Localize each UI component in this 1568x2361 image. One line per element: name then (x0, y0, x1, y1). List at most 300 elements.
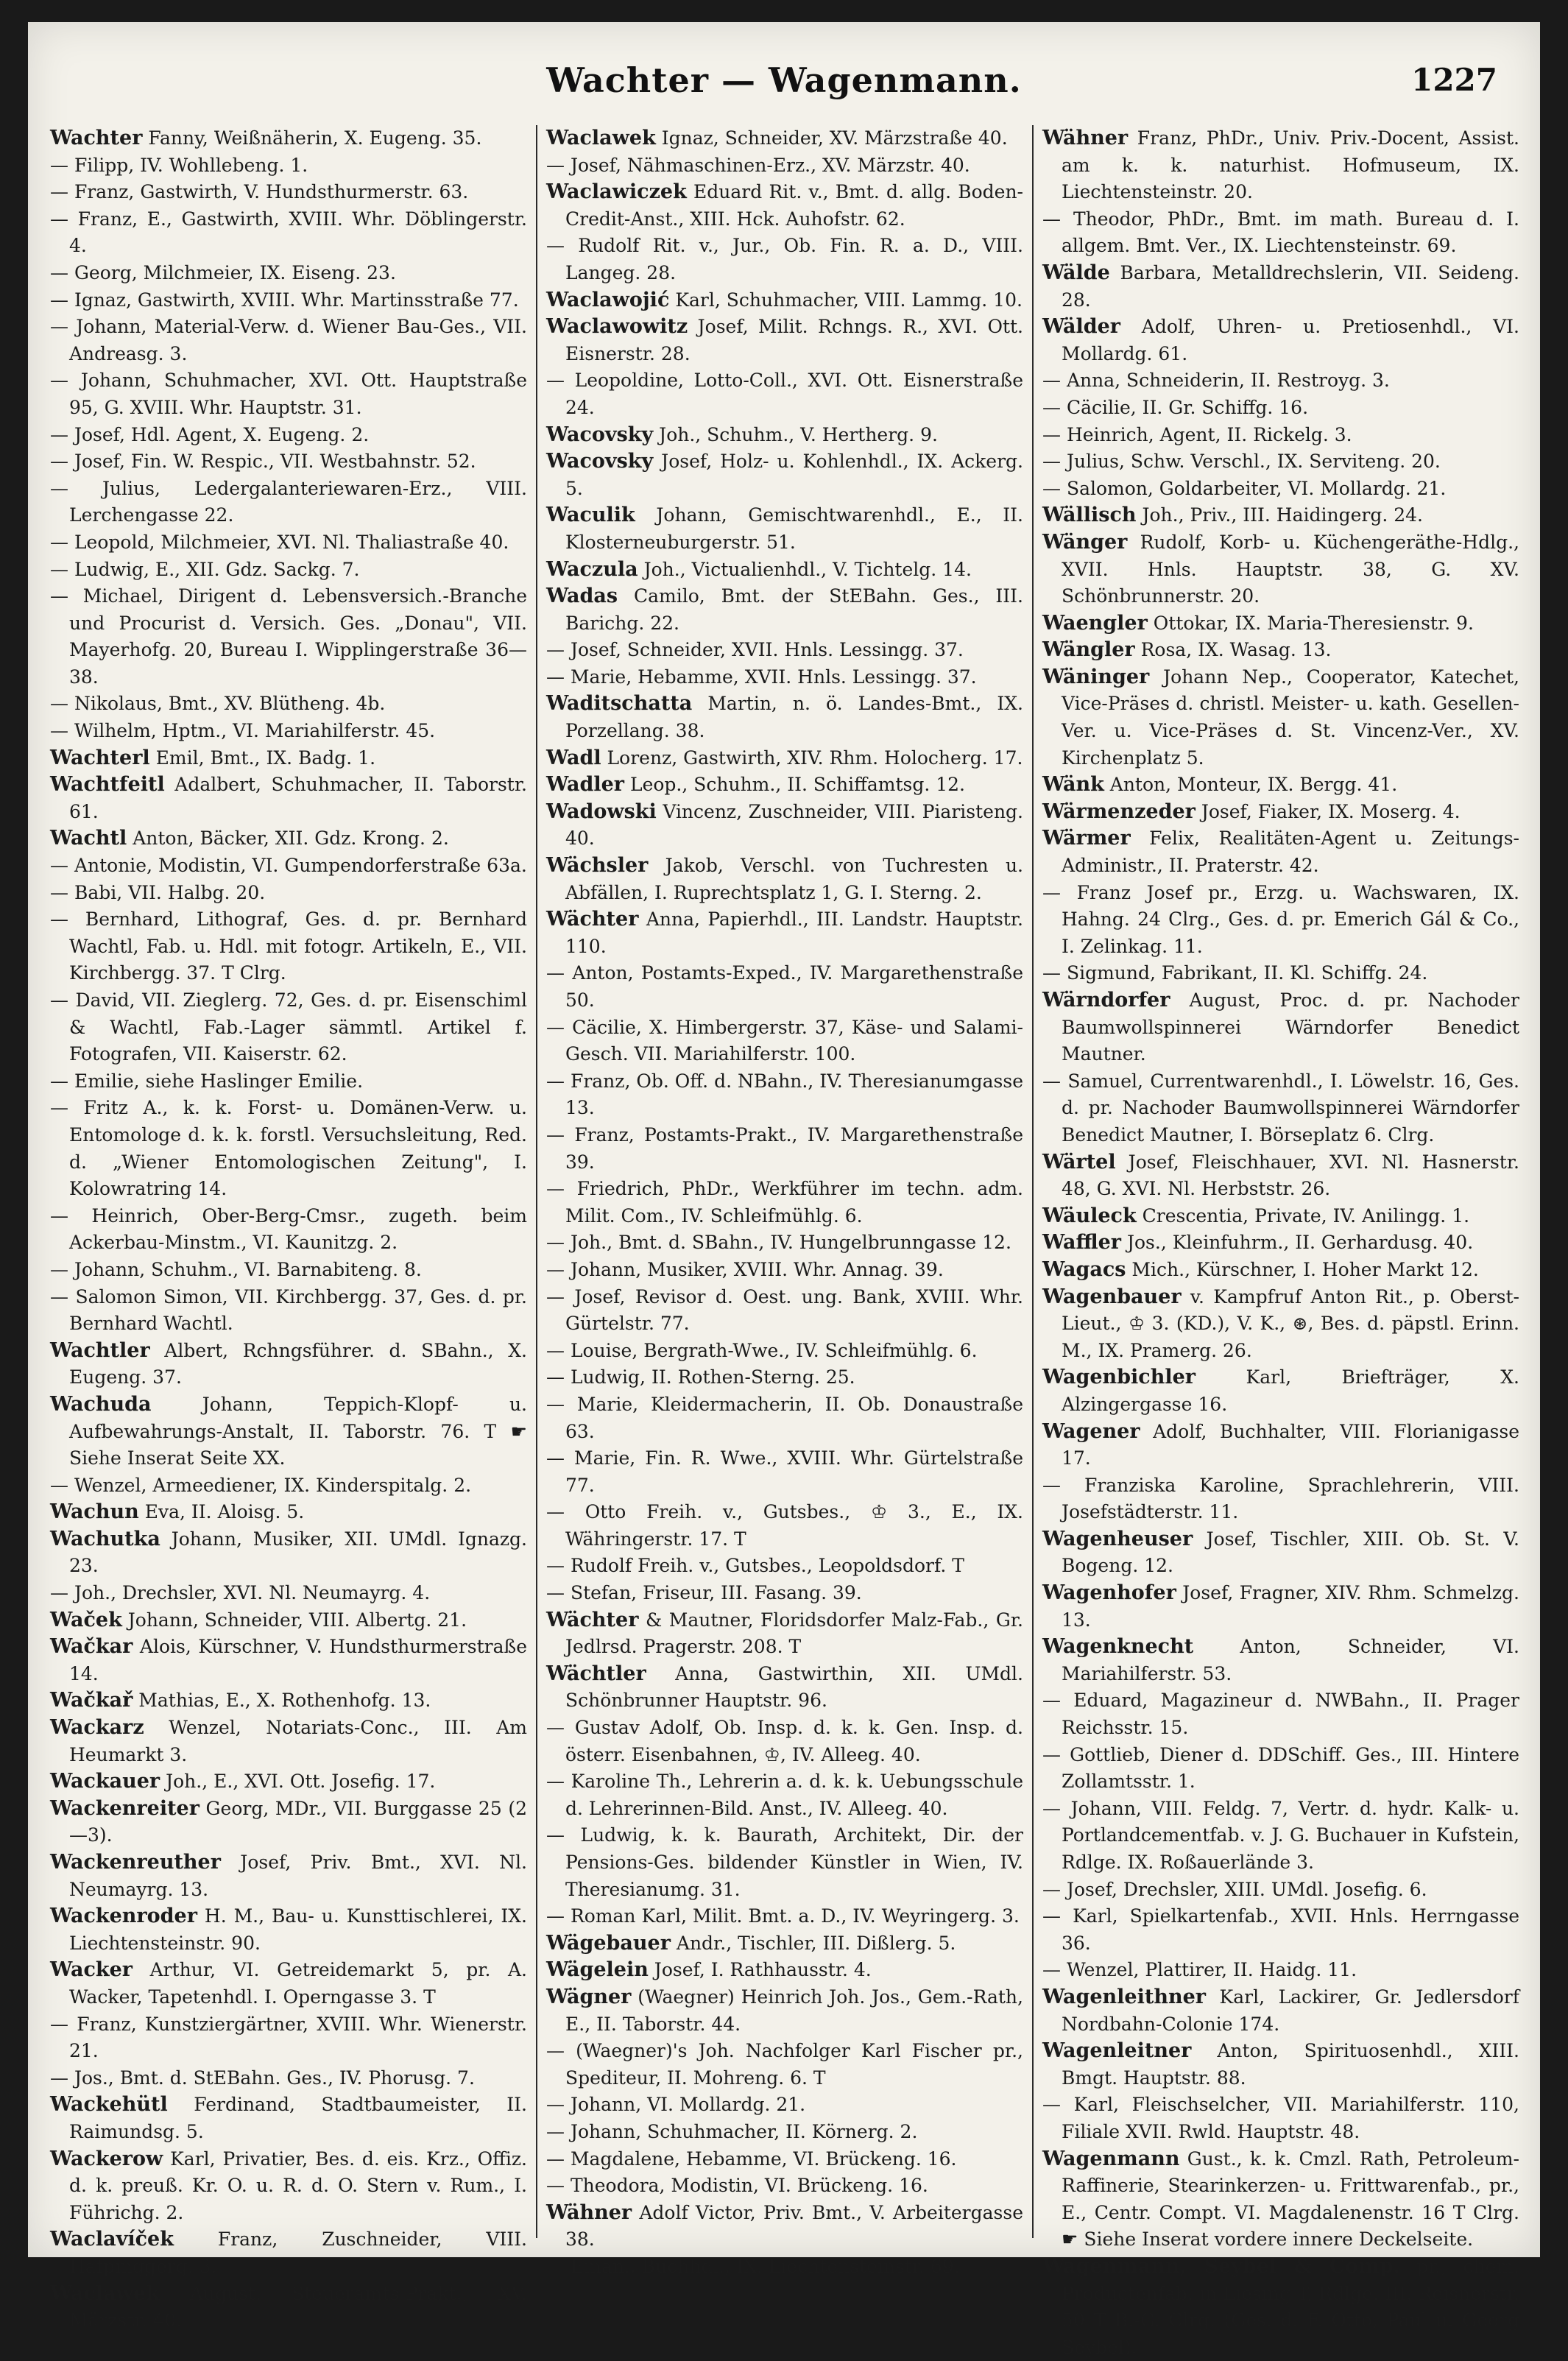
directory-entry (1042, 1472, 1519, 1526)
directory-entry (546, 1284, 1023, 1338)
directory-entry (546, 1768, 1023, 1822)
directory-entry (546, 853, 1023, 906)
entry-text: Mathias, E., X. Rothenhofg. 13. (133, 1690, 431, 1712)
entry-text: — Karoline Th., Lehrerin a. d. k. k. Uebungsschule d. Lehrerinnen-Bild. Anst., IV. Alleeg. 40. (546, 1771, 1023, 1819)
entry-text: — Julius, Schw. Verschl., IX. Serviteng. 20. (1042, 451, 1441, 473)
directory-entry (546, 1715, 1023, 1768)
entry-text: — Marie, Kleidermacherin, II. Ob. Donaustraße 63. (546, 1393, 1023, 1442)
directory-entry (1042, 1984, 1519, 2038)
directory-entry (1042, 2092, 1519, 2145)
entry-surname: Wacovsky (546, 450, 654, 473)
entry-surname: Wachtler (50, 1338, 150, 1362)
directory-entry (1042, 960, 1519, 987)
entry-text: Jakob, Verschl. von Tuchresten u. Abfällen, I. Ruprechtsplatz 1, G. I. Sterng. 2. (565, 855, 1023, 903)
directory-entry (50, 1068, 527, 1095)
entry-text: — Sigmund, Fabrikant, II. Kl. Schiffg. 24. (1042, 962, 1428, 984)
columns (50, 125, 1520, 2358)
entry-surname: Wächsler (546, 854, 649, 878)
entry-surname: Wäuleck (1042, 1204, 1137, 1227)
entry-surname: Wälder (1042, 315, 1121, 339)
entry-text: — Eduard, Magazineur d. NWBahn., II. Prager Reichsstr. 15. (1042, 1690, 1519, 1739)
entry-text: Adalbert, Schuhmacher, II. Taborstr. 61. (69, 774, 527, 822)
entry-surname: Wačkař (50, 1689, 133, 1712)
directory-entry (1042, 1284, 1519, 1365)
directory-entry (546, 1957, 1023, 1984)
directory-entry (50, 1957, 527, 2011)
entry-text: — Marie, Fin. R. Wwe., XVIII. Whr. Gürtelstraße 77. (546, 1447, 1023, 1496)
directory-entry (1042, 1634, 1519, 1687)
entry-text: — Nikolaus, Bmt., XV. Blütheng. 4b. (50, 693, 386, 715)
entry-surname: Wängler (1042, 638, 1135, 662)
entry-surname: Wagener (1042, 1419, 1140, 1443)
entry-surname: Wägelein (546, 1958, 649, 1982)
entry-text: — Franz, Postamts-Prakt., IV. Margarethenstraße 39. (546, 1123, 1023, 1173)
entry-surname: Wachutka (50, 1527, 160, 1550)
directory-entry (546, 1122, 1023, 1176)
directory-entry (50, 152, 527, 180)
entry-text: Leop., Schuhm., II. Schiffamtsg. 12. (624, 774, 966, 796)
entry-text: — Josef, Schneider, XVII. Hnls. Lessingg. 37. (546, 639, 964, 661)
entry-text: — Wenzel, Armeediener, IX. Kinderspitalg. 2. (50, 1474, 472, 1496)
directory-entry (546, 2173, 1023, 2200)
entry-text: — Theodor, PhDr., Bmt. im math. Bureau d. I. allgem. Bmt. Ver., IX. Liechtensteinstr. 69. (1042, 208, 1519, 257)
entry-text: Anton, Bäcker, XII. Gdz. Krong. 2. (127, 827, 449, 850)
directory-entry (546, 637, 1023, 664)
directory-entry (546, 2200, 1023, 2254)
entry-text: Andr., Tischler, III. Dißlerg. 5. (670, 1932, 956, 1954)
directory-entry (546, 179, 1023, 233)
entry-surname: Waclavíček (50, 2228, 174, 2251)
directory-entry (1042, 1957, 1519, 1984)
directory-entry (50, 1687, 527, 1715)
directory-entry (1042, 1257, 1519, 1284)
entry-text: — Franz Josef pr., Erzg. u. Wachswaren, IX. Hahng. 24 Clrg., Ges. d. pr. Emerich Gál & Co., I. Zelinkag. 11. (1042, 881, 1519, 957)
directory-entry (50, 1903, 527, 1957)
entry-surname: Wärndorfer (1042, 989, 1170, 1012)
entry-text: — Gustav Adolf, Ob. Insp. d. k. k. Gen. Insp. d. österr. Eisenbahnen, ♔, IV. Alleeg. 40. (546, 1717, 1023, 1765)
entry-surname: Wadas (546, 585, 618, 608)
directory-entry (546, 367, 1023, 421)
directory-entry (546, 2119, 1023, 2146)
directory-entry (1042, 125, 1519, 206)
entry-text: — Joh., Drechsler, XVI. Nl. Neumayrg. 4. (50, 1582, 431, 1604)
entry-surname: Wadl (546, 746, 601, 769)
entry-surname: Wärmer (1042, 827, 1131, 850)
directory-entry (1042, 2254, 1519, 2361)
entry-surname: Wachtfeitl (50, 773, 165, 797)
directory-entry (546, 1176, 1023, 1229)
directory-entry (1042, 1903, 1519, 1957)
entry-surname: Wärmenzeder (1042, 800, 1196, 823)
entry-surname: Wagenbauer (1042, 1285, 1182, 1308)
directory-entry (546, 1257, 1023, 1284)
entry-surname: Wackauer (50, 1770, 160, 1793)
entry-text: — Ludwig, E., XII. Gdz. Sackg. 7. (50, 558, 360, 580)
entry-surname: Wächtler (546, 1662, 646, 1685)
entry-text: — Salomon Simon, VII. Kirchbergg. 37, Ges. d. pr. Bernhard Wachtl. (50, 1285, 527, 1335)
entry-text: — Johann, Musiker, XVIII. Whr. Annag. 39. (546, 1258, 944, 1280)
entry-text: Eduard Rit. v., Bmt. d. allg. Boden-Credit-Anst., XIII. Hck. Auhofstr. 62. (565, 181, 1023, 230)
entry-text: v. Kampfruf Anton Rit., p. Oberst-Lieut., ♔ 3. (KD.), V. K., ⊛, Bes. d. päpstl. Erinn. M., IX. Pramerg. 26. (1062, 1285, 1519, 1361)
directory-entry (1042, 1364, 1519, 1418)
entry-text: Josef, Fleischhauer, XVI. Nl. Hasnerstr. 48, G. XVI. Nl. Herbststr. 26. (1062, 1151, 1519, 1200)
entry-surname: Wackenroder (50, 1905, 197, 1928)
directory-entry (50, 1472, 527, 1500)
entry-text: — Josef, Fin. W. Respic., VII. Westbahnstr. 52. (50, 451, 476, 473)
entry-text: — Josef, Hdl. Agent, X. Eugeng. 2. (50, 423, 370, 445)
entry-text: — Gottlieb, Diener d. DDSchiff. Ges., III. Hintere Zollamtsstr. 1. (1042, 1743, 1519, 1793)
directory-entry (546, 2146, 1023, 2173)
entry-text: Ottokar, IX. Maria-Theresienstr. 9. (1147, 612, 1474, 634)
entry-text: Adolf, Buchhalter, VIII. Florianigasse 17. (1062, 1420, 1519, 1469)
entry-text: — Karl, Fleischselcher, VII. Mariahilferstr. 110, Filiale XVII. Rwld. Hauptstr. 48. (1042, 2094, 1519, 2142)
directory-entry (1042, 502, 1519, 529)
entry-surname: Wacovsky (546, 423, 654, 446)
entry-surname: Wägner (546, 1985, 632, 2008)
directory-entry (50, 476, 527, 529)
entry-surname: Wagacs (1042, 1257, 1126, 1281)
entry-text: — Georg, Milchmeier, IX. Eiseng. 23. (50, 261, 396, 283)
directory-entry (1042, 2038, 1519, 2092)
entry-text: (Waegner) Heinrich Joh. Jos., Gem.-Rath, E., II. Taborstr. 44. (565, 1986, 1023, 2035)
entry-text: — Jos., Bmt. d. StEBahn. Ges., IV. Phorusg. 7. (50, 2067, 475, 2089)
directory-entry (50, 691, 527, 718)
directory-entry (546, 1364, 1023, 1391)
entry-text: — Roman Karl, Milit. Bmt. a. D., IV. Weyringerg. 3. (546, 1905, 1020, 1927)
entry-text: — Johann, Material-Verw. d. Wiener Bau-Ges., VII. Andreasg. 3. (50, 316, 527, 364)
entry-text: Adolf Victor, Priv. Bmt., V. Arbeitergasse 38. (565, 2201, 1023, 2251)
entry-text: Jos., Kleinfuhrm., II. Gerhardusg. 40. (1121, 1232, 1474, 1254)
entry-surname: Wagenbichler (1042, 1366, 1196, 1389)
directory-entry (1042, 448, 1519, 476)
entry-text: Karl, Lackirer, Gr. Jedlersdorf Nordbahn-Colonie 174. (1062, 1986, 1519, 2035)
entry-text: Joh., Priv., III. Haidingerg. 24. (1136, 504, 1423, 526)
directory-entry (546, 1903, 1023, 1930)
entry-surname: Waclawek (50, 2281, 160, 2305)
entry-text: Johann Nep., Cooperator, Katechet, Vice-Präses d. christl. Meister- u. kath. Gesellen-Ver. u. Vice-Präses d. St. Vincenz-Ver., XV. Kirchenplatz 5. (1062, 666, 1519, 769)
directory-entry (546, 1229, 1023, 1257)
directory-entry (1042, 476, 1519, 503)
directory-entry (50, 529, 527, 557)
entry-text: Georg, MDr., VII. Burggasse 25 (2—3). (69, 1797, 527, 1846)
entry-surname: Waclawowitz (546, 315, 688, 339)
directory-entry (1042, 637, 1519, 664)
directory-entry (50, 2065, 527, 2092)
directory-entry (50, 1284, 527, 1338)
page-header (28, 60, 1540, 112)
entry-surname: Waengler (1042, 611, 1148, 635)
entry-text: — Emilie, siehe Haslinger Emilie. (50, 1070, 364, 1092)
entry-text: — Fritz A., k. k. Forst- u. Domänen-Verw. u. Entomologe d. k. k. forstl. Versuchsleitung, Red. d. „Wiener Entomologischen Zeitung", I. Kolowratring 14. (50, 1097, 527, 1200)
entry-text: — Johann, Schuhmacher, II. Körnerg. 2. (546, 2120, 918, 2142)
entry-surname: Wagenknecht (1042, 1635, 1194, 1659)
directory-entry (546, 1822, 1023, 1903)
entry-surname: Waček (50, 1608, 122, 1631)
entry-text: Gust., k. k. Cmzl. Rath, Petroleum-Raffinerie, Stearinkerzen- u. Frittwarenfab., pr., E., Centr. Compt. VI. Magdalenenstr. 16 T Clrg. ☛ Siehe Inserat vordere innere Deckelseite. (1062, 2148, 1519, 2251)
directory-entry (546, 1014, 1023, 1068)
directory-entry (546, 502, 1023, 556)
entry-surname: Waclawojić (546, 288, 670, 311)
directory-entry (1042, 1796, 1519, 1877)
directory-entry (546, 2092, 1023, 2119)
entry-text: Johann, Musiker, XII. UMdl. Ignazg. 23. (69, 1528, 527, 1577)
entry-surname: Wächter (546, 1608, 639, 1631)
directory-entry (50, 2226, 527, 2280)
directory-entry (1042, 1419, 1519, 1472)
entry-text: — Antonie, Modistin, VI. Gumpendorferstraße 63a. (50, 855, 527, 877)
directory-entry (50, 583, 527, 691)
directory-entry (1042, 1877, 1519, 1904)
running-title: Wachter — Wagenmann. (546, 60, 1022, 100)
directory-entry (546, 233, 1023, 286)
entry-text: Josef, Fragner, XIV. Rhm. Schmelzg. 13. (1062, 1582, 1519, 1631)
entry-surname: Wagenmann (1042, 2147, 1180, 2170)
directory-entry (50, 1768, 527, 1796)
entry-surname: Wäninger (1042, 665, 1150, 688)
entry-text: — Cäcilie, II. Gr. Schiffg. 16. (1042, 396, 1309, 418)
entry-text: Emil, Bmt., IX. Badg. 1. (149, 747, 376, 769)
directory-entry (546, 448, 1023, 502)
entry-text: Crescentia, Private, IV. Anilingg. 1. (1136, 1204, 1470, 1227)
directory-entry (1042, 987, 1519, 1068)
directory-entry (1042, 664, 1519, 772)
entry-text: — Leopold, Milchmeier, XVI. Nl. Thaliastraße 40. (50, 531, 509, 553)
entry-text: — Louise, Bergrath-Wwe., IV. Schleifmühlg. 6. (546, 1339, 978, 1361)
entry-surname: Wachter (50, 127, 143, 149)
entry-text: — Rudolf Freih. v., Gutsbes., Leopoldsdorf. T (546, 1555, 964, 1577)
entry-text: — Heinrich, Agent, II. Rickelg. 3. (1042, 423, 1352, 445)
directory-entry (50, 1203, 527, 1257)
entry-surname: Wackehütl (50, 2093, 168, 2117)
entry-text: Mich., Kürschner, I. Hoher Markt 12. (1126, 1258, 1479, 1280)
directory-entry (50, 2011, 527, 2065)
directory-entry (1042, 610, 1519, 638)
entry-text: Joh., Schuhm., V. Hertherg. 9. (653, 423, 938, 445)
entry-text: Franz, PhDr., Univ. Priv.-Docent, Assist. am k. k. naturhist. Hofmuseum, IX. Liechtensteinstr. 20. (1062, 127, 1519, 203)
entry-text: — Michael, Dirigent d. Lebensversich.-Branche und Procurist d. Versich. Ges. „Donau", VII. Mayerhofg. 20, Bureau I. Wipplingerstraße 36—38. (50, 585, 527, 688)
directory-entry (1042, 880, 1519, 961)
directory-entry (50, 1391, 527, 1472)
entry-text: — Josef, Revisor d. Oest. ung. Bank, XVIII. Whr. Gürtelstr. 77. (546, 1285, 1023, 1335)
directory-entry (1042, 1229, 1519, 1257)
directory-entry (1042, 772, 1519, 799)
entry-text: Anton, Monteur, IX. Bergg. 41. (1103, 774, 1398, 796)
directory-entry (50, 987, 527, 1068)
entry-text: Josef, Holz- u. Kohlenhdl., IX. Ackerg. 5. (565, 451, 1023, 499)
directory-entry (546, 1553, 1023, 1580)
directory-entry (546, 745, 1023, 772)
directory-entry (1042, 260, 1519, 314)
entry-text: — Franz, Gastwirth, V. Hundsthurmerstr. 63. (50, 181, 469, 203)
directory-entry (50, 2092, 527, 2145)
entry-text: H. M., Bau- u. Kunsttischlerei, IX. Liechtensteinstr. 90. (69, 1905, 527, 1954)
entry-text: August, Steueramts-Prakt., XV. Märzstr. 40. (69, 2282, 527, 2332)
directory-entry (1042, 314, 1519, 367)
directory-entry (546, 152, 1023, 180)
entry-text: Wenzel, Notariats-Conc., III. Am Heumarkt 3. (69, 1717, 527, 1765)
entry-text: — Anton, Postamts-Exped., IV. Margarethenstraße 50. (546, 962, 1023, 1011)
entry-surname: Wackarz (50, 1716, 144, 1740)
directory-entry (1042, 1149, 1519, 1203)
entry-surname: Wačkar (50, 1635, 133, 1659)
entry-surname: Wärtel (1042, 1150, 1116, 1174)
entry-text: Eva, II. Aloisg. 5. (138, 1501, 305, 1523)
entry-text: Karl, Briefträger, X. Alzingergasse 16. (1062, 1366, 1519, 1415)
entry-text: — Otto Freih. v., Gutsbes., ♔ 3., E., IX. Währingerstr. 17. T (546, 1501, 1023, 1550)
entry-text: August, Proc. d. pr. Nachoder Baumwollspinnerei Wärndorfer Benedict Mautner. (1062, 989, 1519, 1065)
entry-text: — Friedrich, PhDr., Werkführer im techn. adm. Milit. Com., IV. Schleifmühlg. 6. (546, 1178, 1023, 1227)
directory-entry (546, 799, 1023, 853)
directory-entry (1042, 1742, 1519, 1796)
directory-entry (50, 314, 527, 367)
entry-text: Barbara, Metalldrechslerin, VII. Seideng. 28. (1062, 261, 1519, 311)
directory-entry (50, 1796, 527, 1849)
entry-text: — Filipp, IV. Wohllebeng. 1. (50, 154, 308, 176)
entry-text: Anton, Schneider, VI. Mariahilferstr. 53. (1062, 1636, 1519, 1684)
directory-entry (546, 1499, 1023, 1553)
entry-surname: Wackenreiter (50, 1796, 199, 1820)
directory-entry (50, 825, 527, 853)
directory-entry (546, 583, 1023, 637)
entry-text: Anna, Gastwirthin, XII. UMdl. Schönbrunner Hauptstr. 96. (565, 1662, 1023, 1712)
entry-text: — Franz, E., Gastwirth, XVIII. Whr. Döblingerstr. 4. (50, 208, 527, 257)
directory-entry (546, 664, 1023, 691)
entry-text: — Franziska Karoline, Sprachlehrerin, VIII. Josefstädterstr. 11. (1042, 1474, 1519, 1523)
directory-entry (546, 422, 1023, 449)
directory-entry (50, 1526, 527, 1580)
column-1 (50, 125, 527, 2332)
directory-entry (50, 125, 527, 152)
entry-text: Arthur, VI. Getreidemarkt 5, pr. A. Wacker, Tapetenhdl. I. Operngasse 3. T (69, 1959, 527, 2008)
directory-entry (1042, 1526, 1519, 1580)
directory-entry (546, 2038, 1023, 2092)
entry-text: — Josef, Drechsler, XIII. UMdl. Josefig. 6. (1042, 1878, 1427, 1900)
entry-text: — Marie, Hebamme, XVII. Hnls. Lessingg. 37. (546, 666, 977, 688)
directory-entry (50, 287, 527, 314)
directory-entry (546, 906, 1023, 960)
entry-text: Josef, Fiaker, IX. Moserg. 4. (1195, 800, 1461, 822)
entry-text: — Bernhard, Lithograf, Ges. d. pr. Bernhard Wachtl, Fab. u. Hdl. mit fotogr. Artikeln, E., VII. Kirchbergg. 37. T Clrg. (50, 908, 527, 984)
entry-text: — Theodora, Modistin, VI. Brückeng. 16. (546, 2175, 928, 2197)
entry-surname: Waculik (546, 504, 635, 527)
entry-text: — Karl, Spielkartenfab., XVII. Hnls. Herrngasse 36. (1042, 1905, 1519, 1954)
entry-surname: Wähner (1042, 127, 1129, 149)
directory-entry (50, 906, 527, 987)
directory-entry (1042, 1203, 1519, 1230)
entry-text: Anton, Spirituosenhdl., XIII. Bmgt. Hauptstr. 88. (1062, 2040, 1519, 2089)
directory-entry (546, 314, 1023, 367)
directory-entry (50, 448, 527, 476)
directory-entry (546, 1661, 1023, 1715)
directory-entry (546, 1984, 1023, 2038)
entry-surname: Wänk (1042, 773, 1104, 797)
directory-entry (50, 1607, 527, 1634)
entry-text: — Rudolf Rit. v., Jur., Ob. Fin. R. a. D., VIII. Langeg. 28. (546, 235, 1023, 283)
directory-entry (1042, 799, 1519, 826)
entry-text: — Joh., Bmt. d. SBahn., IV. Hungelbrunngasse 12. (546, 1232, 1011, 1254)
entry-surname: Waclawek (546, 127, 656, 149)
entry-text: — Johann, VIII. Feldg. 7, Vertr. d. hydr. Kalk- u. Portlandcementfab. v. J. G. Buchauer in Kufstein, Rdlge. IX. Roßauerlände 3. (1042, 1797, 1519, 1873)
entry-text: Alois, Kürschner, V. Hundsthurmerstraße 14. (69, 1636, 527, 1684)
entry-text: Camilo, Bmt. der StEBahn. Ges., III. Barichg. 22. (565, 585, 1023, 634)
directory-entry (50, 2281, 527, 2334)
entry-text: — Josef, Nähmaschinen-Erz., XV. Märzstr. 40. (546, 154, 970, 176)
directory-entry (546, 1068, 1023, 1122)
entry-text: — Franz, Kunstziergärtner, XVIII. Whr. Wienerstr. 21. (50, 2013, 527, 2062)
entry-text: Albert, Rchngsführer. d. SBahn., X. Eugeng. 37. (69, 1339, 527, 1388)
entry-surname: Wagenleitner (1042, 2039, 1192, 2063)
entry-text: — Eman., Buchhdl., IX. Liechtensteinstr. 69. (546, 2255, 960, 2277)
entry-surname: Wackerow (50, 2147, 163, 2170)
entry-text: — Ludwig, k. k. Baurath, Architekt, Dir. der Pensions-Ges. bildender Künstler in Wien, IV. Theresianumg. 31. (546, 1824, 1023, 1900)
entry-text: Ferdinand, Stadtbaumeister, II. Raimundsg. 5. (69, 2094, 527, 2142)
directory-entry (546, 960, 1023, 1014)
directory-entry (546, 1445, 1023, 1499)
entry-text: Rosa, IX. Wasag. 13. (1134, 639, 1332, 661)
entry-text: Franz, Zuschneider, VIII. Hafpinggerg. 3. (69, 2228, 527, 2277)
entry-text: Fanny, Weißnäherin, X. Eugeng. 35. (142, 127, 482, 149)
entry-text: Karl, Privatier, Bes. d. eis. Krz., Offiz. d. k. preuß. Kr. O. u. R. d. O. Stern v. Rum., I. Führichg. 2. (69, 2148, 527, 2223)
directory-entry (50, 1634, 527, 1687)
directory-entry (1042, 1687, 1519, 1741)
entry-text: — Franz, Ob. Off. d. NBahn., IV. Theresianumgasse 13. (546, 1070, 1023, 1119)
directory-entry (50, 1095, 527, 1202)
directory-entry (546, 557, 1023, 584)
directory-entry (1042, 2146, 1519, 2254)
entry-text: — Johann, Schuhm., VI. Barnabiteng. 8. (50, 1258, 422, 1280)
entry-text: Josef, Milit. Rchngs. R., XVI. Ott. Eisnerstr. 28. (565, 316, 1023, 364)
entry-text: — Babi, VII. Halbg. 20. (50, 881, 266, 903)
entry-text: — Anna, Schneiderin, II. Restroyg. 3. (1042, 370, 1390, 392)
directory-entry (50, 422, 527, 449)
directory-entry (1042, 1068, 1519, 1149)
entry-surname: Waffler (1042, 1231, 1122, 1254)
entry-text: — Ignaz, Gastwirth, XVIII. Whr. Martinsstraße 77. (50, 289, 519, 311)
entry-text: Martin, n. ö. Landes-Bmt., IX. Porzellang. 38. (565, 693, 1023, 742)
directory-entry (50, 1338, 527, 1391)
entry-surname: Wacker (50, 1958, 133, 1982)
entry-text: Felix, Realitäten-Agent u. Zeitungs-Administr., II. Praterstr. 42. (1062, 827, 1519, 877)
entry-text: — Johann, VI. Mollardg. 21. (546, 2094, 806, 2116)
directory-entry (50, 853, 527, 880)
entry-text: Josef, Tischler, XIII. Ob. St. V. Bogeng. 12. (1062, 1528, 1519, 1577)
column-divider (1032, 125, 1034, 2238)
directory-entry (50, 772, 527, 825)
entry-text: Adolf, Uhren- u. Pretiosenhdl., VI. Mollardg. 61. (1062, 316, 1519, 364)
entry-text: — Wenzel, Plattirer, II. Haidg. 11. (1042, 1959, 1357, 1981)
entry-surname: Waczula (546, 557, 638, 581)
directory-entry (546, 1338, 1023, 1365)
entry-surname: Wachterl (50, 746, 150, 769)
directory-entry (50, 1257, 527, 1284)
directory-entry (1042, 206, 1519, 260)
directory-entry (1042, 529, 1519, 610)
directory-entry (1042, 825, 1519, 879)
directory-entry (1042, 395, 1519, 422)
entry-surname: Wällisch (1042, 504, 1137, 527)
directory-entry (50, 1499, 527, 1526)
entry-surname: Wachuda (50, 1392, 152, 1416)
entry-text: Anna, Papierhdl., III. Landstr. Hauptstr. 110. (565, 908, 1023, 957)
directory-entry (50, 1849, 527, 1903)
entry-text: Johann, Gemischtwarenhdl., E., II. Klosterneuburgerstr. 51. (565, 504, 1023, 553)
entry-surname: Wagenmann, Seybel & Comp. (1042, 2254, 1401, 2278)
entry-text: Rudolf, Korb- u. Küchengeräthe-Hdlg., XVII. Hnls. Hauptstr. 38, G. XV. Schönbrunnerstr. 20. (1062, 531, 1519, 607)
directory-entry (50, 179, 527, 206)
entry-text: Ignaz, Schneider, XV. Märzstraße 40. (655, 127, 1008, 149)
directory-entry (50, 206, 527, 260)
column-divider (536, 125, 537, 2238)
